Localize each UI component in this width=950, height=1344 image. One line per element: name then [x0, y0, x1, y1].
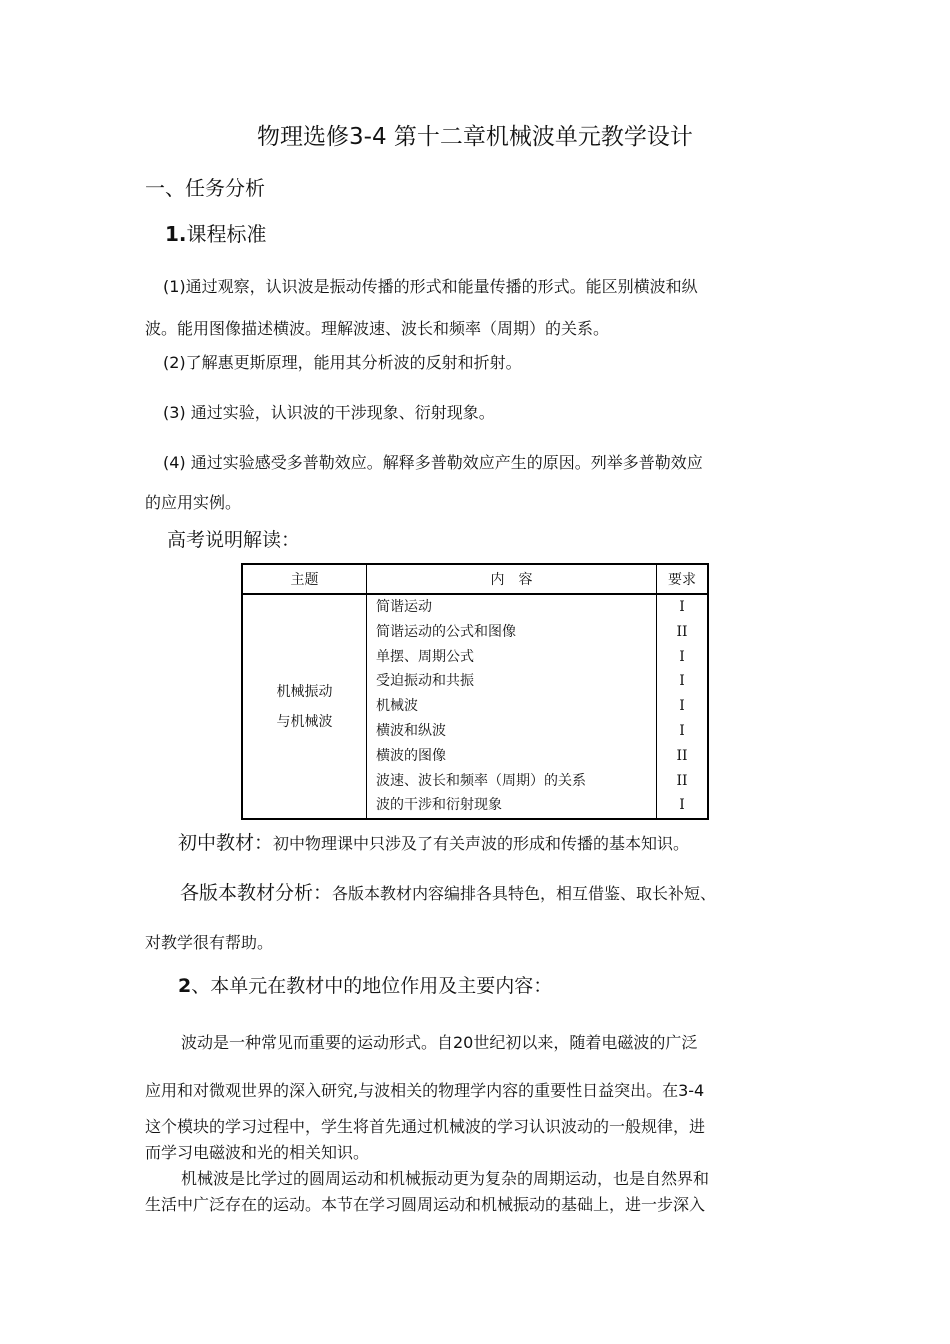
- topic-cell: [242, 594, 367, 819]
- requirement-level: II: [676, 772, 688, 789]
- header-requirement: 要求: [657, 564, 709, 594]
- requirement-level: I: [679, 599, 685, 615]
- versions-analysis-label: 各版本教材分析：: [180, 882, 333, 904]
- table-header-row: [242, 564, 708, 594]
- section-heading-task-analysis: 一、任务分析: [145, 176, 265, 200]
- requirement-level: I: [679, 673, 685, 690]
- content-item: 简谐运动的公式和图像: [376, 623, 516, 640]
- requirement-level: I: [679, 698, 685, 715]
- standard-1-line-1: (1)通过观察，认识波是振动传播的形式和能量传播的形式。能区别横波和纵: [163, 277, 698, 296]
- versions-analysis-paragraph: [180, 878, 716, 905]
- content-line-1: 波动是一种常见而重要的运动形式。自20世纪初以来，随着电磁波的广泛: [181, 1033, 698, 1052]
- content-line-5: 机械波是比学过的圆周运动和机械振动更为复杂的周期运动，也是自然界和: [181, 1169, 710, 1188]
- content-line-4: 而学习电磁波和光的相关知识。: [145, 1143, 370, 1162]
- requirement-level: II: [676, 623, 688, 640]
- requirement-level: I: [679, 797, 685, 814]
- content-item: 简谐运动: [376, 599, 432, 615]
- standard-4-line-2: 的应用实例。: [145, 493, 242, 512]
- content-item: 波的干涉和衍射现象: [376, 797, 502, 814]
- junior-textbook-text: 初中物理课中只涉及了有关声波的形成和传播的基本知识。: [273, 834, 690, 853]
- subheading-text: 课程标准: [186, 222, 267, 246]
- versions-analysis-text: 各版本教材内容编排各具特色，相互借鉴、取长补短、: [332, 884, 717, 903]
- requirement-cell: [657, 594, 709, 819]
- topic-line-2: 与机械波: [276, 713, 333, 730]
- subheading-curriculum-standard: [165, 218, 267, 247]
- content-cell: [367, 594, 657, 819]
- content-item: 波速、波长和频率（周期）的关系: [376, 772, 586, 789]
- header-content: 内 容: [367, 564, 657, 594]
- requirement-level: I: [679, 722, 685, 739]
- subheading-unit-position: [178, 971, 552, 998]
- standard-4-line-1: (4) 通过实验感受多普勒效应。解释多普勒效应产生的原因。列举多普勒效应: [163, 453, 703, 472]
- requirements-table: [241, 563, 709, 820]
- junior-textbook-label: 初中教材：: [178, 832, 274, 854]
- topic-line-1: 机械振动: [276, 683, 333, 700]
- content-line-2: 应用和对微观世界的深入研究,与波相关的物理学内容的重要性日益突出。在3-4: [145, 1081, 705, 1100]
- content-item: 单摆、周期公式: [376, 648, 474, 665]
- header-topic: 主题: [242, 564, 367, 594]
- table-row: [242, 594, 708, 819]
- content-item: 机械波: [376, 698, 418, 715]
- exam-explanation-label: 高考说明解读：: [167, 529, 301, 551]
- requirement-level: I: [679, 648, 685, 665]
- standard-3: (3) 通过实验，认识波的干涉现象、衍射现象。: [163, 403, 495, 422]
- subheading-number: 1.: [165, 222, 187, 246]
- content-item: 受迫振动和共振: [376, 673, 474, 690]
- versions-analysis-text-line-2: 对教学很有帮助。: [145, 933, 274, 952]
- subheading-text: 、本单元在教材中的地位作用及主要内容：: [191, 975, 553, 997]
- requirement-level: II: [676, 747, 688, 764]
- subheading-number: 2: [178, 975, 192, 997]
- content-item: 横波的图像: [376, 747, 446, 764]
- content-item: 横波和纵波: [376, 722, 446, 739]
- content-line-6: 生活中广泛存在的运动。本节在学习圆周运动和机械振动的基础上，进一步深入: [145, 1195, 706, 1214]
- junior-textbook-paragraph: [178, 828, 689, 855]
- document-title: 物理选修3-4 第十二章机械波单元教学设计: [257, 124, 693, 150]
- standard-1-line-2: 波。能用图像描述横波。理解波速、波长和频率（周期）的关系。: [145, 319, 610, 338]
- content-line-3: 这个模块的学习过程中，学生将首先通过机械波的学习认识波动的一般规律，进: [145, 1117, 706, 1136]
- standard-2: (2)了解惠更斯原理，能用其分析波的反射和折射。: [163, 353, 522, 372]
